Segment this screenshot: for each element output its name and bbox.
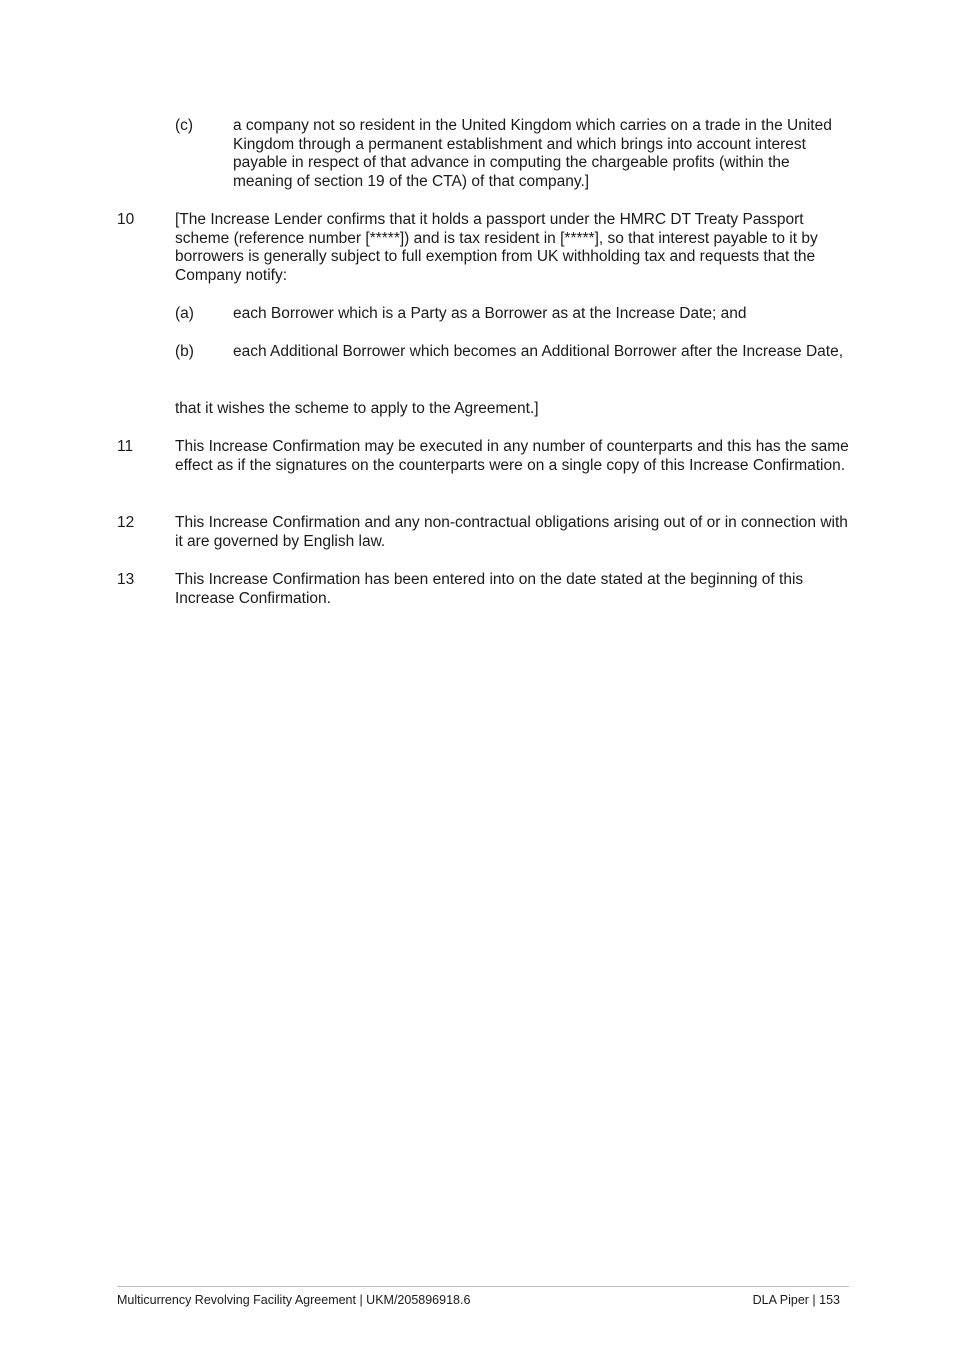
- clause-11-text: This Increase Confirmation may be executed in any number of counterparts and this has the same effect as if the signatures on the counterparts were on a single copy of this Increase Confirmation.: [175, 438, 849, 474]
- clause-12-number: 12: [117, 514, 135, 531]
- footer-page-number: DLA Piper | 153: [752, 1293, 840, 1307]
- clause-10-item-a-text: each Borrower which is a Party as a Borrower as at the Increase Date; and: [233, 305, 747, 322]
- clause-c-label: (c): [175, 117, 194, 134]
- clause-13-text: This Increase Confirmation has been entered into on the date stated at the beginning of this Increase Confirmation.: [175, 571, 804, 607]
- clause-13-number: 13: [117, 571, 135, 588]
- footer-divider: [117, 1286, 849, 1287]
- clause-c-text: a company not so resident in the United Kingdom which carries on a trade in the United Kingdom through a permanent establishment and which brings into account interest payable in respect of that advance in computing the chargeable profits (within the meaning of section 19 of the CTA) of that company.]: [233, 117, 832, 191]
- clause-12-text: This Increase Confirmation and any non-contractual obligations arising out of or in connection with it are governed by English law.: [175, 514, 848, 550]
- clause-10-closing-text: that it wishes the scheme to apply to the Agreement.]: [175, 400, 539, 417]
- clause-10-text: [The Increase Lender confirms that it holds a passport under the HMRC DT Treaty Passport scheme (reference number [*****]) and is tax resident in [*****], so that interest payable to it by borrowers is generally subject to full exemption from UK withholding tax and requests that the Company notify:: [175, 211, 818, 285]
- clause-10-item-b-text: each Additional Borrower which becomes an Additional Borrower after the Increase Date,: [233, 343, 844, 360]
- clause-10-number: 10: [117, 211, 135, 228]
- clause-10-item-b-label: (b): [175, 343, 194, 360]
- footer-document-reference: Multicurrency Revolving Facility Agreement | UKM/205896918.6: [117, 1293, 471, 1307]
- clause-10-item-a-label: (a): [175, 305, 194, 322]
- clause-11-number: 11: [117, 438, 134, 455]
